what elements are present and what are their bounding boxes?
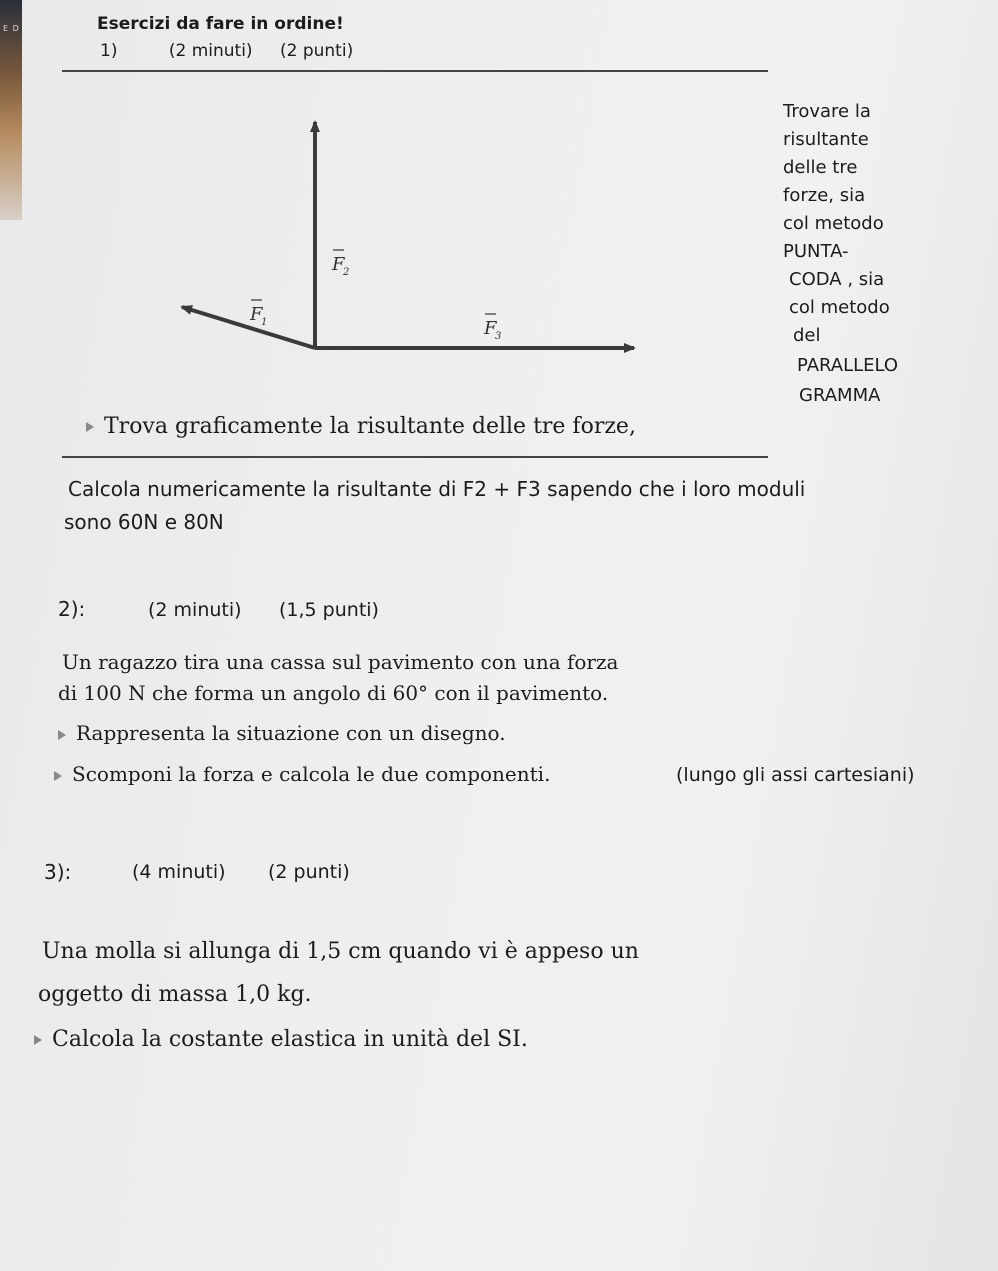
q2-time: (2 minuti) (148, 599, 242, 621)
side-line: forze, sia (783, 185, 866, 206)
svg-text:F: F (332, 254, 345, 275)
svg-text:3: 3 (495, 331, 502, 342)
q2-bullet1: Rappresenta la situazione con un disegno. (58, 721, 506, 745)
q1-side-note (783, 98, 898, 410)
bullet-icon (34, 1035, 42, 1045)
label-f1 (249, 300, 267, 328)
q1-number: 1) (100, 41, 118, 61)
q2-points: (1,5 punti) (279, 599, 379, 621)
q3-text-line2: oggetto di massa 1,0 kg. (38, 982, 312, 1007)
force-diagram (62, 70, 768, 454)
q2-bullet2: Scomponi la forza e calcola le due componenti. (54, 762, 550, 786)
q3-points: (2 punti) (268, 861, 350, 883)
side-line: PUNTA- (783, 241, 849, 262)
q2-text-line2: di 100 N che forma un angolo di 60° con il pavimento. (58, 681, 609, 705)
q2-text-line1: Un ragazzo tira una cassa sul pavimento con una forza (62, 650, 619, 674)
q3-time: (4 minuti) (132, 861, 226, 883)
side-line: Trovare la (783, 101, 871, 122)
q3-text-line1: Una molla si allunga di 1,5 cm quando vi è appeso un (42, 939, 639, 964)
q1-points: (2 punti) (279, 41, 354, 61)
q1-header (100, 41, 375, 61)
bullet-icon (58, 730, 66, 740)
label-f2 (331, 250, 349, 278)
edge-label: E D (3, 24, 20, 33)
q1-instruction: Trova graficamente la risultante delle tre forze, (86, 414, 636, 439)
svg-text:1: 1 (261, 317, 268, 328)
page-edge-photo (0, 0, 22, 220)
side-line: col metodo (783, 213, 884, 234)
side-line: delle tre (783, 157, 858, 178)
q2-note: (lungo gli assi cartesiani) (676, 764, 915, 786)
side-line: CODA , sia (789, 269, 885, 290)
page-title: Esercizi da fare in ordine! (97, 14, 344, 34)
force-f1-arrow (182, 307, 315, 348)
svg-text:F: F (484, 318, 497, 339)
q1-calc-line2: sono 60N e 80N (64, 510, 224, 534)
bullet-icon (54, 771, 62, 781)
label-f3 (483, 314, 501, 342)
q1-calc-line1: Calcola numericamente la risultante di F2 + F3 sapendo che i loro moduli (68, 477, 806, 501)
side-line: del (793, 325, 821, 346)
svg-text:F: F (250, 304, 263, 325)
side-line: col metodo (789, 297, 890, 318)
side-line: PARALLELO (797, 355, 899, 376)
q3-bullet1: Calcola la costante elastica in unità del SI. (34, 1027, 528, 1052)
q2-number: 2): (58, 597, 86, 621)
side-line: risultante (783, 129, 869, 150)
side-line: GRAMMA (799, 385, 881, 406)
q1-time: (2 minuti) (168, 41, 253, 61)
svg-text:2: 2 (343, 267, 350, 278)
bullet-icon (86, 422, 94, 432)
q3-number: 3): (44, 860, 72, 884)
